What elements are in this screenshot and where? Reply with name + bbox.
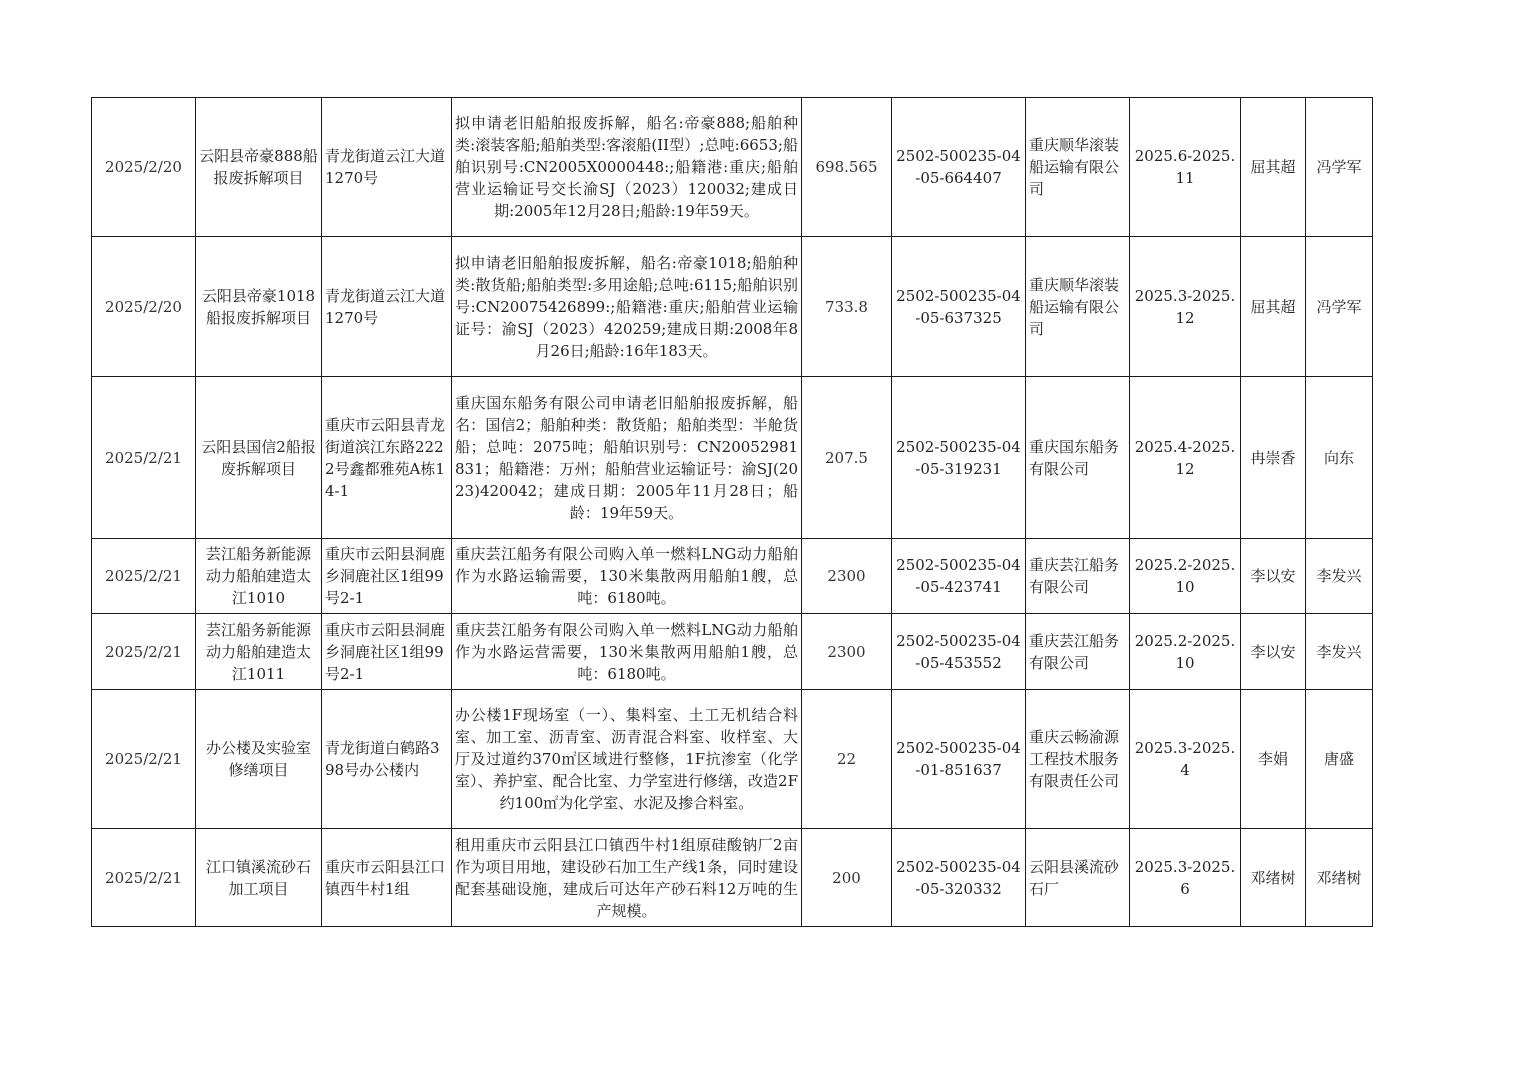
company-cell: 重庆顺华滚装船运输有限公司	[1026, 237, 1130, 377]
project-name-cell: 云阳县国信2船报废拆解项目	[196, 377, 322, 539]
company-cell: 重庆云畅渝源工程技术服务有限责任公司	[1026, 690, 1130, 829]
table-row	[92, 829, 1373, 927]
description-cell: 重庆国东船务有限公司申请老旧船舶报废拆解，船名：国信2；船舶种类：散货船；船舶类型：半舱货船；总吨：2075吨；船舶识别号：CN20052981831；船籍港：万州；船舶营业运输证号：渝SJ(2023)420042；建成日期：2005年11月28日；船龄：19年59天。	[452, 377, 802, 539]
table-row	[92, 98, 1373, 237]
period-cell: 2025.3-2025.4	[1130, 690, 1241, 829]
period-cell: 2025.6-2025.11	[1130, 98, 1241, 237]
date-cell: 2025/2/21	[92, 539, 196, 614]
description-cell: 拟申请老旧船舶报废拆解，船名:帝豪1018;船舶种类:散货船;船舶类型:多用途船;总吨:6115;船舶识别号:CN20075426899:;船籍港:重庆;船舶营业运输证号：渝SJ（2023）420259;建成日期:2008年8月26日;船龄:16年183天。	[452, 237, 802, 377]
date-cell: 2025/2/21	[92, 829, 196, 927]
period-cell: 2025.3-2025.6	[1130, 829, 1241, 927]
company-cell: 重庆顺华滚装船运输有限公司	[1026, 98, 1130, 237]
person-2-cell: 李发兴	[1306, 614, 1373, 690]
person-1-cell: 冉崇香	[1241, 377, 1306, 539]
person-1-cell: 邓绪树	[1241, 829, 1306, 927]
table-row	[92, 377, 1373, 539]
company-cell: 重庆芸江船务有限公司	[1026, 539, 1130, 614]
date-cell: 2025/2/20	[92, 237, 196, 377]
person-2-cell: 李发兴	[1306, 539, 1373, 614]
description-cell: 重庆芸江船务有限公司购入单一燃料LNG动力船舶作为水路运营需要，130米集散两用船舶1艘，总吨：6180吨。	[452, 614, 802, 690]
person-2-cell: 邓绪树	[1306, 829, 1373, 927]
investment-cell: 207.5	[802, 377, 892, 539]
project-code-cell: 2502-500235-04-05-664407	[892, 98, 1026, 237]
address-cell: 重庆市云阳县洞鹿乡洞鹿社区1组99号2-1	[322, 539, 452, 614]
address-cell: 青龙街道云江大道1270号	[322, 98, 452, 237]
table-row	[92, 237, 1373, 377]
project-code-cell: 2502-500235-04-05-423741	[892, 539, 1026, 614]
person-2-cell: 唐盛	[1306, 690, 1373, 829]
address-cell: 重庆市云阳县江口镇西牛村1组	[322, 829, 452, 927]
date-cell: 2025/2/21	[92, 614, 196, 690]
person-2-cell: 向东	[1306, 377, 1373, 539]
address-cell: 青龙街道白鹤路398号办公楼内	[322, 690, 452, 829]
description-cell: 办公楼1F现场室（一）、集料室、土工无机结合料室、加工室、沥青室、沥青混合料室、收样室、大厅及过道约370㎡区域进行整修，1F抗渗室（化学室）、养护室、配合比室、力学室进行修缮，改造2F约100㎡为化学室、水泥及掺合料室。	[452, 690, 802, 829]
project-name-cell: 云阳县帝豪1018船报废拆解项目	[196, 237, 322, 377]
description-cell: 租用重庆市云阳县江口镇西牛村1组原硅酸钠厂2亩作为项目用地，建设砂石加工生产线1条，同时建设配套基础设施，建成后可达年产砂石料12万吨的生产规模。	[452, 829, 802, 927]
company-cell: 重庆芸江船务有限公司	[1026, 614, 1130, 690]
address-cell: 青龙街道云江大道1270号	[322, 237, 452, 377]
person-1-cell: 屈其超	[1241, 237, 1306, 377]
project-code-cell: 2502-500235-04-05-637325	[892, 237, 1026, 377]
investment-cell: 200	[802, 829, 892, 927]
project-name-cell: 云阳县帝豪888船报废拆解项目	[196, 98, 322, 237]
person-1-cell: 屈其超	[1241, 98, 1306, 237]
project-code-cell: 2502-500235-04-05-453552	[892, 614, 1026, 690]
investment-cell: 22	[802, 690, 892, 829]
company-cell: 重庆国东船务有限公司	[1026, 377, 1130, 539]
description-cell: 重庆芸江船务有限公司购入单一燃料LNG动力船舶作为水路运输需要，130米集散两用船舶1艘，总吨：6180吨。	[452, 539, 802, 614]
project-name-cell: 办公楼及实验室修缮项目	[196, 690, 322, 829]
person-2-cell: 冯学军	[1306, 98, 1373, 237]
table-row	[92, 690, 1373, 829]
date-cell: 2025/2/20	[92, 98, 196, 237]
company-cell: 云阳县溪流砂石厂	[1026, 829, 1130, 927]
period-cell: 2025.4-2025.12	[1130, 377, 1241, 539]
period-cell: 2025.2-2025.10	[1130, 539, 1241, 614]
project-name-cell: 江口镇溪流砂石加工项目	[196, 829, 322, 927]
investment-cell: 2300	[802, 614, 892, 690]
address-cell: 重庆市云阳县洞鹿乡洞鹿社区1组99号2-1	[322, 614, 452, 690]
date-cell: 2025/2/21	[92, 377, 196, 539]
project-record-table	[91, 97, 1373, 927]
investment-cell: 2300	[802, 539, 892, 614]
project-name-cell: 芸江船务新能源动力船舶建造太江1011	[196, 614, 322, 690]
person-1-cell: 李以安	[1241, 539, 1306, 614]
person-2-cell: 冯学军	[1306, 237, 1373, 377]
investment-cell: 698.565	[802, 98, 892, 237]
table-row	[92, 539, 1373, 614]
project-code-cell: 2502-500235-04-05-320332	[892, 829, 1026, 927]
project-name-cell: 芸江船务新能源动力船舶建造太江1010	[196, 539, 322, 614]
table-row	[92, 614, 1373, 690]
project-code-cell: 2502-500235-04-01-851637	[892, 690, 1026, 829]
description-cell: 拟申请老旧船舶报废拆解，船名:帝豪888;船舶种类:滚装客船;船舶类型:客滚船(II型）;总吨:6653;船舶识别号:CN2005X0000448:;船籍港:重庆;船舶营业运输证号交长渝SJ（2023）120032;建成日期:2005年12月28日;船龄:19年59天。	[452, 98, 802, 237]
period-cell: 2025.3-2025.12	[1130, 237, 1241, 377]
person-1-cell: 李娟	[1241, 690, 1306, 829]
date-cell: 2025/2/21	[92, 690, 196, 829]
period-cell: 2025.2-2025.10	[1130, 614, 1241, 690]
project-code-cell: 2502-500235-04-05-319231	[892, 377, 1026, 539]
address-cell: 重庆市云阳县青龙街道滨江东路2222号鑫都雅苑A栋14-1	[322, 377, 452, 539]
table-body	[92, 98, 1373, 927]
investment-cell: 733.8	[802, 237, 892, 377]
person-1-cell: 李以安	[1241, 614, 1306, 690]
